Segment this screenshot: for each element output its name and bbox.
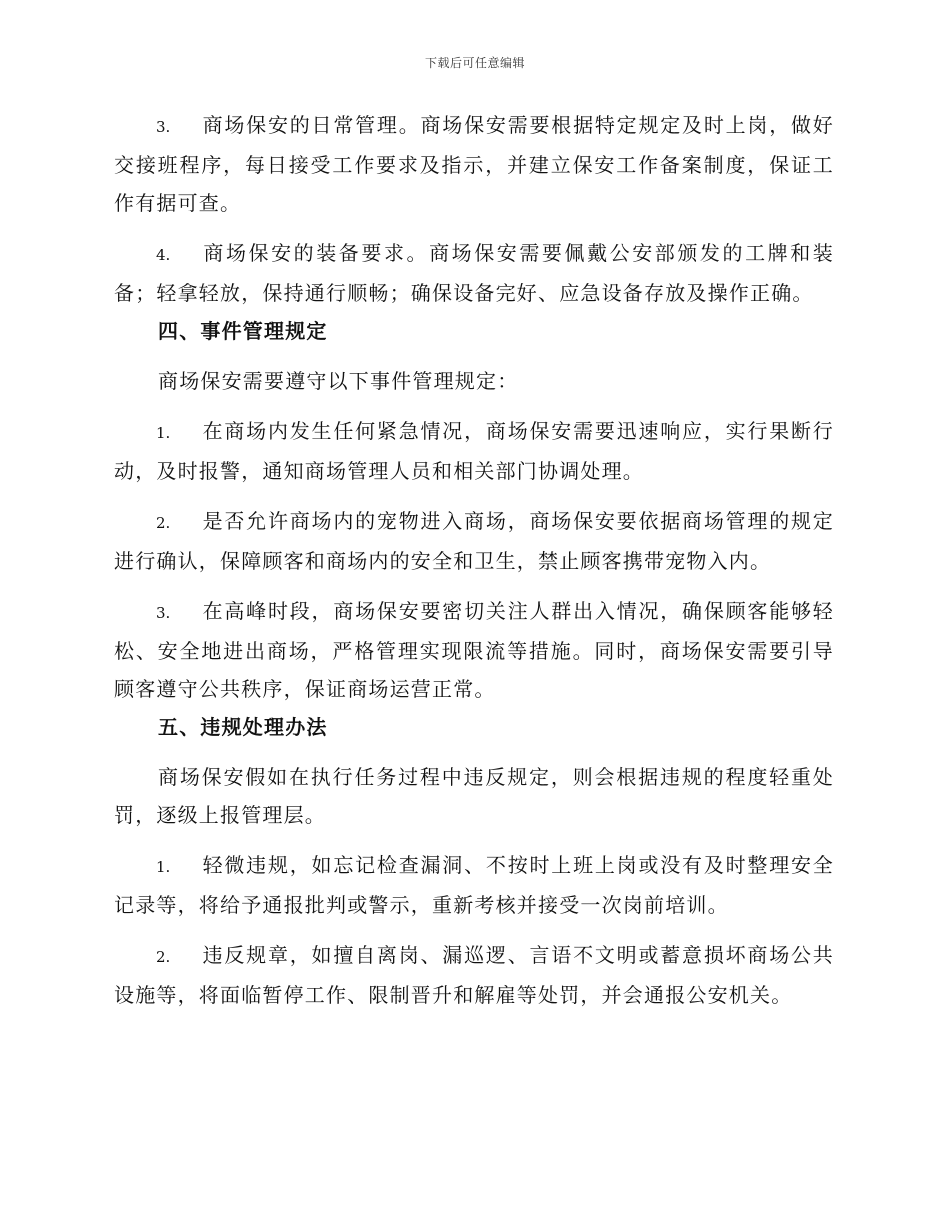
list-item-2-pets [114, 502, 834, 580]
list-item-3-daily-management [114, 106, 834, 222]
item-number: 3. [156, 604, 171, 622]
list-item-2-rule-violation [114, 936, 834, 1014]
item-text: 是否允许商场内的宠物进入商场，商场保安要依据商场管理的规定进行确认，保障顾客和商场内的安全和卫生，禁止顾客携带宠物入内。 [114, 509, 834, 573]
list-item-3-peak-hours [114, 592, 834, 708]
paragraph-violation-intro: 商场保安假如在执行任务过程中违反规定，则会根据违规的程度轻重处罚，逐级上报管理层。 [114, 765, 834, 827]
paragraph-event-intro: 商场保安需要遵守以下事件管理规定： [158, 369, 519, 393]
list-item-4-equipment [114, 234, 834, 312]
item-number: 2. [156, 514, 171, 532]
section-heading-5: 五、违规处理办法 [158, 715, 328, 739]
item-text: 商场保安的日常管理。商场保安需要根据特定规定及时上岗，做好交接班程序，每日接受工作要求及指示，并建立保安工作备案制度，保证工作有据可查。 [114, 113, 834, 215]
item-text: 轻微违规，如忘记检查漏洞、不按时上班上岗或没有及时整理安全记录等，将给予通报批判或警示，重新考核并接受一次岗前培训。 [114, 853, 834, 917]
item-text: 商场保安的装备要求。商场保安需要佩戴公安部颁发的工牌和装备；轻拿轻放，保持通行顺畅；确保设备完好、应急设备存放及操作正确。 [114, 241, 834, 305]
item-number: 2. [156, 948, 171, 966]
item-number: 1. [156, 424, 171, 442]
list-item-1-emergency [114, 412, 834, 490]
list-item-1-minor-violation [114, 846, 834, 924]
item-text: 在商场内发生任何紧急情况，商场保安需要迅速响应，实行果断行动，及时报警，通知商场管理人员和相关部门协调处理。 [114, 419, 834, 483]
item-number: 1. [156, 858, 171, 876]
item-number: 4. [156, 246, 171, 264]
item-text: 在高峰时段，商场保安要密切关注人群出入情况，确保顾客能够轻松、安全地进出商场，严格管理实现限流等措施。同时，商场保安需要引导顾客遵守公共秩序，保证商场运营正常。 [114, 599, 834, 701]
item-number: 3. [156, 118, 171, 136]
item-text: 违反规章，如擅自离岗、漏巡逻、言语不文明或蓄意损坏商场公共设施等，将面临暂停工作、限制晋升和解雇等处罚，并会通报公安机关。 [114, 943, 834, 1007]
section-heading-4: 四、事件管理规定 [158, 319, 328, 343]
header-note: 下载后可任意编辑 [424, 56, 525, 70]
document-body [114, 106, 834, 1014]
